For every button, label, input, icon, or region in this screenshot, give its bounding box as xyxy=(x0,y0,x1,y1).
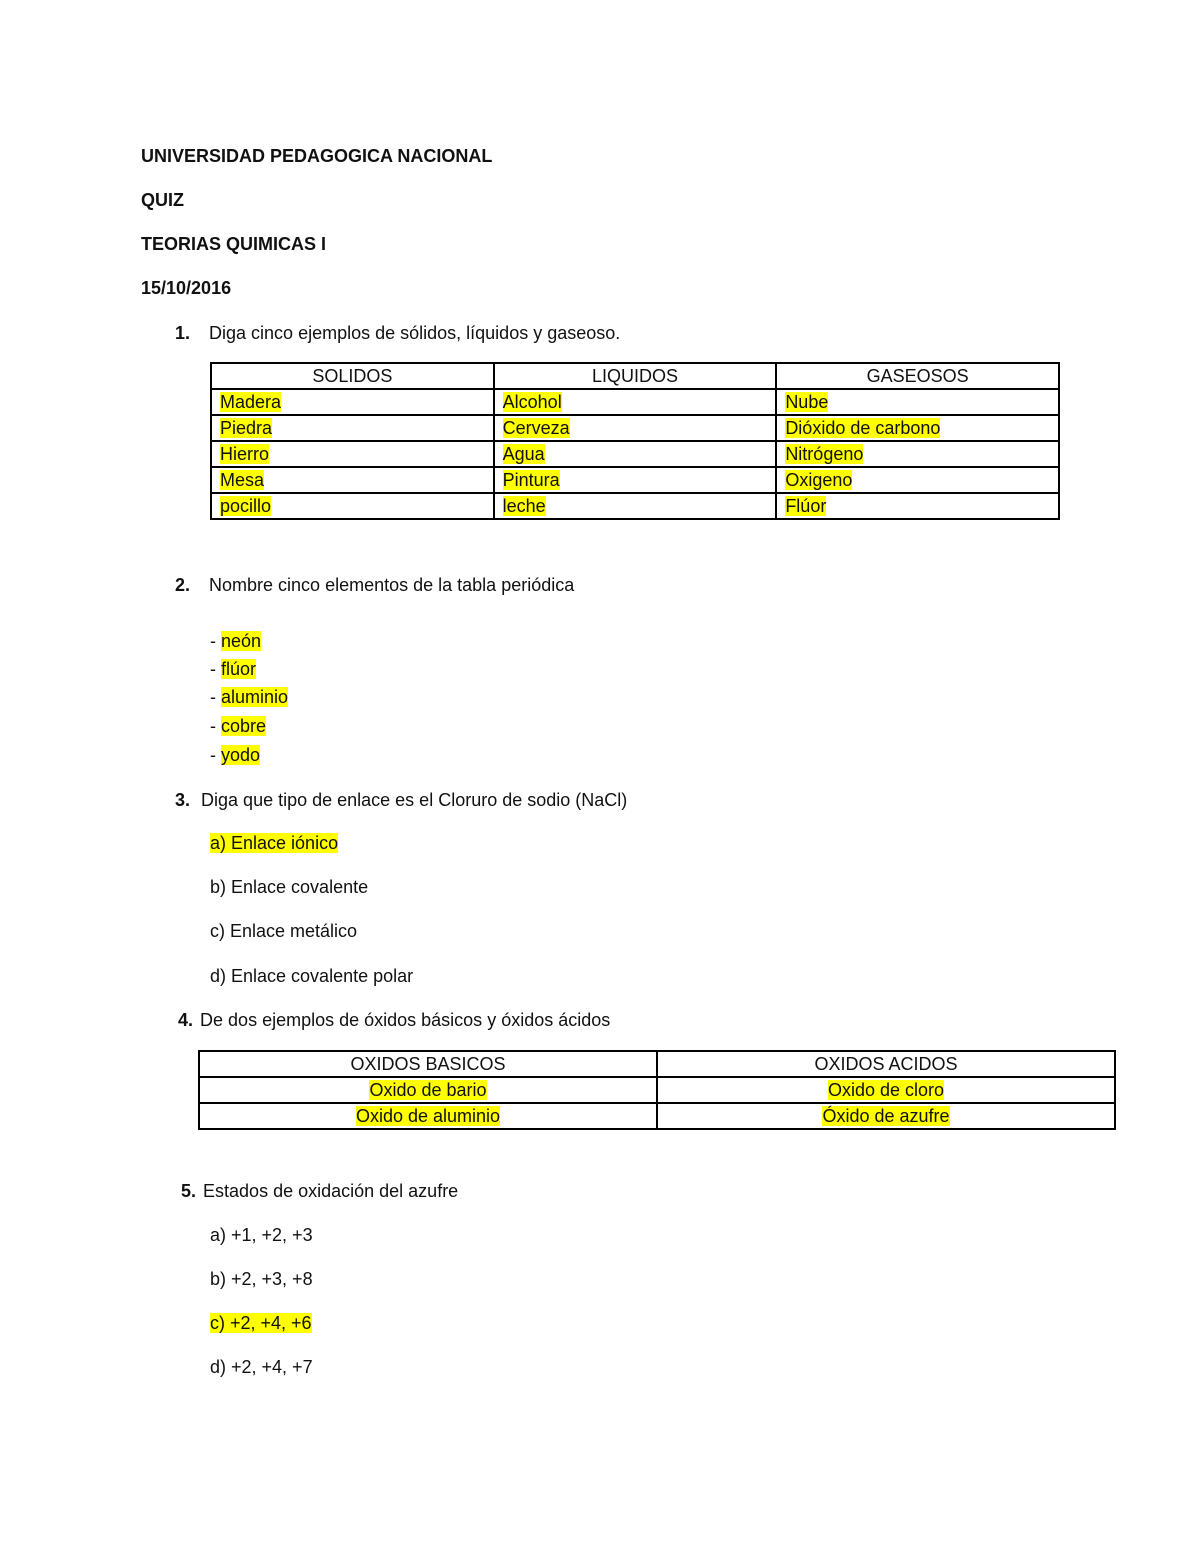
answer-text: Oxido de cloro xyxy=(827,1080,945,1100)
option-a: a) +1, +2, +3 xyxy=(210,1225,313,1245)
question-3 xyxy=(175,790,627,811)
table-cell xyxy=(211,415,494,441)
table-row xyxy=(199,1103,1115,1129)
table-row xyxy=(211,389,1059,415)
column-header-oxidos-acidos: OXIDOS ACIDOS xyxy=(657,1051,1115,1077)
table-cell xyxy=(494,467,777,493)
question-2-number: 2. xyxy=(175,575,191,595)
question-4-text: De dos ejemplos de óxidos básicos y óxidos ácidos xyxy=(200,1010,611,1030)
table-cell xyxy=(776,415,1059,441)
answer-text: Agua xyxy=(502,444,545,464)
option-d: d) +2, +4, +7 xyxy=(210,1357,313,1377)
answer-text: Oxigeno xyxy=(785,470,853,490)
table-cell xyxy=(199,1077,657,1103)
table-cell xyxy=(776,441,1059,467)
table-cell xyxy=(657,1103,1115,1129)
answer-text: leche xyxy=(502,496,546,516)
question-5-number: 5. xyxy=(181,1181,197,1201)
element-answer: flúor xyxy=(221,659,257,679)
quiz-date: 15/10/2016 xyxy=(141,278,232,298)
table-row xyxy=(211,441,1059,467)
states-of-matter-table xyxy=(210,362,1060,520)
table-row xyxy=(211,415,1059,441)
quiz-label: QUIZ xyxy=(141,190,184,210)
element-answer: neón xyxy=(221,631,262,651)
table-cell xyxy=(776,493,1059,519)
table-header-row xyxy=(199,1051,1115,1077)
question-4-number: 4. xyxy=(178,1010,194,1030)
table-cell xyxy=(776,467,1059,493)
option-c xyxy=(210,1313,312,1334)
answer-text: Piedra xyxy=(220,418,273,438)
table-cell xyxy=(494,441,777,467)
list-dash: - xyxy=(210,745,221,765)
list-item xyxy=(210,631,261,652)
table-cell xyxy=(494,493,777,519)
list-item xyxy=(210,716,266,737)
list-item xyxy=(210,687,288,708)
list-dash: - xyxy=(210,659,221,679)
list-dash: - xyxy=(210,687,221,707)
table-cell xyxy=(211,467,494,493)
answer-text: Flúor xyxy=(785,496,827,516)
list-dash: - xyxy=(210,716,221,736)
question-1-text: Diga cinco ejemplos de sólidos, líquidos y gaseoso. xyxy=(209,323,621,343)
answer-text: Hierro xyxy=(220,444,270,464)
option-a xyxy=(210,833,338,854)
question-2-text: Nombre cinco elementos de la tabla periódica xyxy=(209,575,575,595)
table-row xyxy=(211,467,1059,493)
table-row xyxy=(211,493,1059,519)
question-5-text: Estados de oxidación del azufre xyxy=(203,1181,459,1201)
table-cell xyxy=(211,493,494,519)
question-1-number: 1. xyxy=(175,323,191,343)
question-2 xyxy=(175,575,574,596)
correct-answer: a) Enlace iónico xyxy=(210,833,339,853)
table-cell xyxy=(657,1077,1115,1103)
list-item xyxy=(210,745,260,766)
table-cell xyxy=(199,1103,657,1129)
option-d: d) Enlace covalente polar xyxy=(210,966,414,986)
answer-text: Oxido de bario xyxy=(369,1080,487,1100)
answer-text: pocillo xyxy=(220,496,272,516)
element-answer: yodo xyxy=(221,745,261,765)
answer-text: Oxido de aluminio xyxy=(355,1106,501,1126)
answer-text: Cerveza xyxy=(502,418,570,438)
element-answer: aluminio xyxy=(221,687,289,707)
answer-text: Alcohol xyxy=(502,392,562,412)
list-dash: - xyxy=(210,631,221,651)
table-header-row xyxy=(211,363,1059,389)
column-header-oxidos-basicos: OXIDOS BASICOS xyxy=(199,1051,657,1077)
answer-text: Nube xyxy=(785,392,829,412)
question-4 xyxy=(178,1010,610,1031)
table-cell xyxy=(776,389,1059,415)
university-title: UNIVERSIDAD PEDAGOGICA NACIONAL xyxy=(141,146,493,166)
column-header-solidos: SOLIDOS xyxy=(211,363,494,389)
answer-text: Nitrógeno xyxy=(785,444,864,464)
answer-text: Dióxido de carbono xyxy=(785,418,941,438)
answer-text: Madera xyxy=(220,392,282,412)
question-1 xyxy=(175,323,620,344)
table-cell xyxy=(211,389,494,415)
option-c: c) Enlace metálico xyxy=(210,921,358,941)
option-b: b) +2, +3, +8 xyxy=(210,1269,313,1289)
answer-text: Mesa xyxy=(220,470,265,490)
option-b: b) Enlace covalente xyxy=(210,877,369,897)
course-title: TEORIAS QUIMICAS I xyxy=(141,234,327,254)
correct-answer: c) +2, +4, +6 xyxy=(210,1313,312,1333)
table-row xyxy=(199,1077,1115,1103)
column-header-gaseosos: GASEOSOS xyxy=(776,363,1059,389)
question-5 xyxy=(181,1181,458,1202)
table-cell xyxy=(494,389,777,415)
list-item xyxy=(210,659,256,680)
element-answer: cobre xyxy=(221,716,267,736)
answer-text: Óxido de azufre xyxy=(822,1106,950,1126)
column-header-liquidos: LIQUIDOS xyxy=(494,363,777,389)
answer-text: Pintura xyxy=(502,470,560,490)
table-cell xyxy=(211,441,494,467)
question-3-number: 3. xyxy=(175,790,191,810)
oxides-table xyxy=(198,1050,1116,1130)
table-cell xyxy=(494,415,777,441)
question-3-text: Diga que tipo de enlace es el Cloruro de sodio (NaCl) xyxy=(201,790,628,810)
